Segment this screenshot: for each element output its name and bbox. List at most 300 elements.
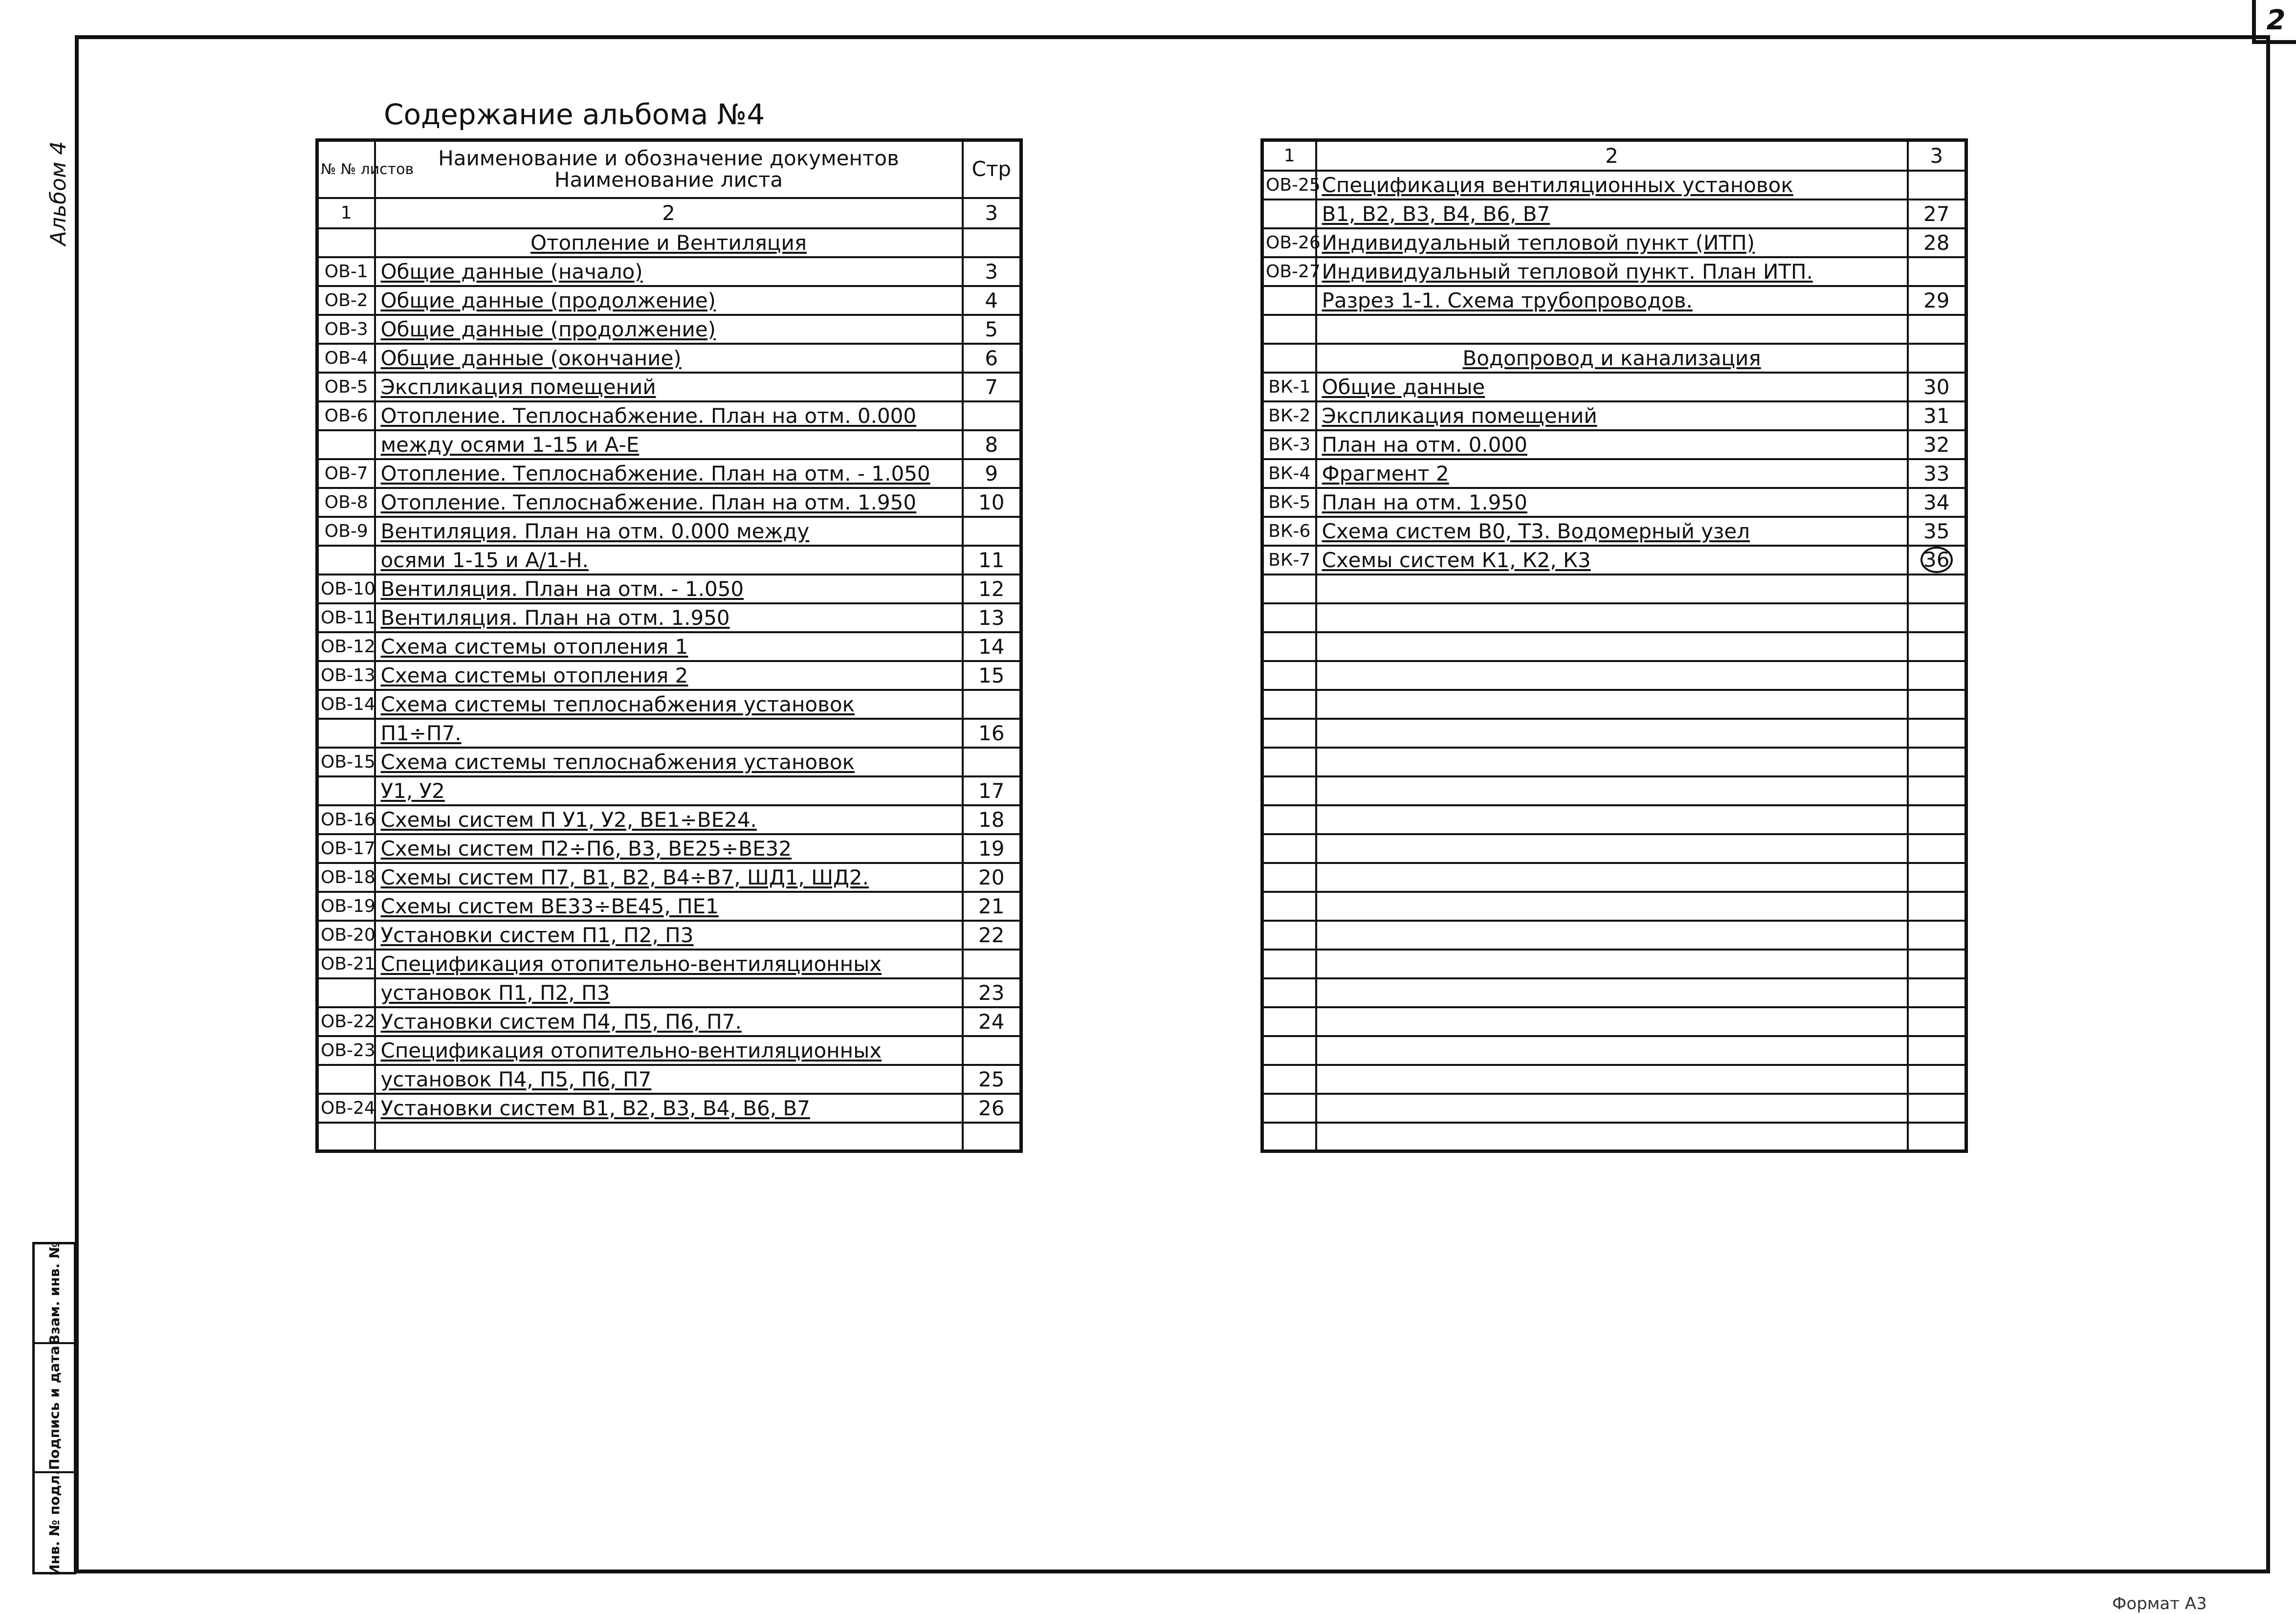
sheet-code: ОВ-7 bbox=[317, 459, 375, 488]
page-number: 19 bbox=[963, 834, 1021, 863]
section-title bbox=[375, 228, 963, 257]
sheet-name bbox=[1316, 950, 1908, 978]
page-number bbox=[1908, 978, 1966, 1007]
sheet-name bbox=[375, 776, 963, 805]
page-number: 24 bbox=[963, 1007, 1021, 1036]
sheet-code bbox=[1262, 315, 1316, 344]
table-row bbox=[1262, 1123, 1966, 1151]
page-number bbox=[1908, 690, 1966, 719]
sheet-name bbox=[375, 344, 963, 373]
sheet-code bbox=[317, 1065, 375, 1094]
page-number bbox=[963, 748, 1021, 776]
side-stamp bbox=[32, 1242, 76, 1574]
sheet-code: ОВ-1 bbox=[317, 257, 375, 286]
sheet-name bbox=[375, 719, 963, 748]
table-row bbox=[1262, 430, 1966, 459]
table-row bbox=[1262, 373, 1966, 401]
page-number bbox=[1908, 1065, 1966, 1094]
table-row bbox=[1262, 401, 1966, 430]
table-row bbox=[317, 373, 1021, 401]
sheet-code bbox=[317, 546, 375, 575]
sheet-code: ВК-1 bbox=[1262, 373, 1316, 401]
sheet-code: ВК-4 bbox=[1262, 459, 1316, 488]
sheet-name-text: осями 1-15 и А/1-Н. bbox=[380, 548, 589, 572]
sheet-name bbox=[375, 546, 963, 575]
page-number: 31 bbox=[1908, 401, 1966, 430]
table-row bbox=[317, 517, 1021, 546]
sheet-code: ВК-5 bbox=[1262, 488, 1316, 517]
sheet-name bbox=[1316, 1007, 1908, 1036]
sheet-code bbox=[1262, 950, 1316, 978]
table-row bbox=[317, 892, 1021, 921]
sheet-code bbox=[317, 228, 375, 257]
page-number: 5 bbox=[963, 315, 1021, 344]
table-row bbox=[1262, 921, 1966, 950]
table-row bbox=[317, 1094, 1021, 1123]
sheet-code: ОВ-18 bbox=[317, 863, 375, 892]
sheet-code bbox=[1262, 834, 1316, 863]
table-row bbox=[317, 546, 1021, 575]
sheet-name bbox=[375, 517, 963, 546]
sheet-code bbox=[1262, 978, 1316, 1007]
page-number bbox=[963, 228, 1021, 257]
page-number: 32 bbox=[1908, 430, 1966, 459]
table-row bbox=[317, 603, 1021, 632]
table-row bbox=[317, 459, 1021, 488]
section-heading-row bbox=[317, 228, 1021, 257]
page-number: 11 bbox=[963, 546, 1021, 575]
sheet-code bbox=[1262, 344, 1316, 373]
table-row bbox=[317, 834, 1021, 863]
page-number bbox=[1908, 805, 1966, 834]
sheet-code bbox=[1262, 661, 1316, 690]
sheet-name bbox=[1316, 257, 1908, 286]
sheet-code: ОВ-3 bbox=[317, 315, 375, 344]
page-number: 21 bbox=[963, 892, 1021, 921]
page-number: 20 bbox=[963, 863, 1021, 892]
page-number bbox=[1908, 921, 1966, 950]
sheet-name-text: Индивидуальный тепловой пункт. План ИТП. bbox=[1322, 259, 1813, 284]
table-row bbox=[1262, 805, 1966, 834]
sheet-name bbox=[1316, 373, 1908, 401]
table-row bbox=[317, 575, 1021, 603]
page-number bbox=[1908, 257, 1966, 286]
sheet-name bbox=[375, 373, 963, 401]
table-row bbox=[1262, 459, 1966, 488]
table-row bbox=[1262, 546, 1966, 575]
page-number: 3 bbox=[963, 257, 1021, 286]
sheet-name bbox=[375, 950, 963, 978]
sheet-name-text: Вентиляция. План на отм. 0.000 между bbox=[380, 519, 810, 543]
sheet-code: ОВ-13 bbox=[317, 661, 375, 690]
page-number: 22 bbox=[963, 921, 1021, 950]
sheet-name bbox=[1316, 546, 1908, 575]
sheet-name bbox=[1316, 315, 1908, 344]
sheet-name bbox=[1316, 430, 1908, 459]
sheet-name bbox=[1316, 632, 1908, 661]
page-number: 17 bbox=[963, 776, 1021, 805]
sheet-code bbox=[1262, 805, 1316, 834]
header-document-name bbox=[375, 140, 963, 198]
page-number bbox=[963, 401, 1021, 430]
table-row bbox=[1262, 863, 1966, 892]
table-row bbox=[1262, 978, 1966, 1007]
table-row bbox=[317, 286, 1021, 315]
table-row bbox=[317, 632, 1021, 661]
page-number bbox=[1908, 950, 1966, 978]
sheet-code bbox=[1262, 632, 1316, 661]
sheet-code bbox=[1262, 575, 1316, 603]
page-number: 25 bbox=[963, 1065, 1021, 1094]
sheet-name bbox=[375, 488, 963, 517]
sheet-name bbox=[1316, 776, 1908, 805]
sheet-name bbox=[1316, 690, 1908, 719]
sheet-name bbox=[1316, 401, 1908, 430]
sheet-name-text: Разрез 1-1. Схема трубопроводов. bbox=[1322, 288, 1693, 312]
sheet-code: ОВ-2 bbox=[317, 286, 375, 315]
table-row bbox=[317, 344, 1021, 373]
sheet-name-text: Общие данные (продолжение) bbox=[380, 317, 716, 341]
page-number: 4 bbox=[963, 286, 1021, 315]
column-numbering-row bbox=[317, 198, 1021, 228]
page-number: 15 bbox=[963, 661, 1021, 690]
sheet-name-text: Спецификация отопительно-вентиляционных bbox=[380, 1038, 882, 1062]
sheet-code bbox=[1262, 1036, 1316, 1065]
table-row bbox=[317, 401, 1021, 430]
page-number: 27 bbox=[1908, 199, 1966, 228]
sheet-code: ОВ-19 bbox=[317, 892, 375, 921]
table-row bbox=[317, 719, 1021, 748]
side-album-label-text: Альбом 4 bbox=[46, 141, 71, 245]
sheet-name bbox=[1316, 1094, 1908, 1123]
section-heading-row bbox=[1262, 344, 1966, 373]
page-number bbox=[1908, 1123, 1966, 1151]
sheet-name bbox=[375, 1094, 963, 1123]
sheet-code: ОВ-11 bbox=[317, 603, 375, 632]
table-row bbox=[317, 978, 1021, 1007]
sheet-code bbox=[1262, 286, 1316, 315]
table-row bbox=[1262, 1065, 1966, 1094]
sheet-name bbox=[375, 401, 963, 430]
table-row bbox=[317, 950, 1021, 978]
table-row bbox=[1262, 517, 1966, 546]
table-row bbox=[317, 805, 1021, 834]
page-number: 23 bbox=[963, 978, 1021, 1007]
sheet-code: ОВ-27 bbox=[1262, 257, 1316, 286]
table-row bbox=[317, 430, 1021, 459]
stamp-cell-inventory bbox=[35, 1469, 74, 1576]
page-number bbox=[1908, 546, 1966, 575]
sheet-name-text: Схема системы отопления 1 bbox=[380, 634, 688, 659]
sheet-name-text: Схема системы отопления 2 bbox=[380, 663, 688, 687]
sheet-code bbox=[317, 430, 375, 459]
sheet-name-text: Вентиляция. План на отм. - 1.050 bbox=[380, 576, 744, 601]
page-number bbox=[1908, 1036, 1966, 1065]
table-row bbox=[317, 921, 1021, 950]
sheet-name-text: Схемы систем П У1, У2, ВЕ1÷ВЕ24. bbox=[380, 807, 757, 832]
sheet-name-text: Установки систем П4, П5, П6, П7. bbox=[380, 1009, 742, 1034]
sheet-name-text: установок П4, П5, П6, П7 bbox=[380, 1067, 652, 1091]
table-row bbox=[1262, 748, 1966, 776]
header-page: Стр bbox=[963, 140, 1021, 198]
page-number: 28 bbox=[1908, 228, 1966, 257]
table-row bbox=[317, 1007, 1021, 1036]
sheet-name bbox=[375, 1036, 963, 1065]
table-row bbox=[1262, 257, 1966, 286]
table-row bbox=[1262, 719, 1966, 748]
sheet-code bbox=[1262, 1007, 1316, 1036]
page-number bbox=[963, 950, 1021, 978]
page-number bbox=[963, 517, 1021, 546]
table-row bbox=[1262, 776, 1966, 805]
sheet-name bbox=[375, 863, 963, 892]
page-number: 34 bbox=[1908, 488, 1966, 517]
sheet-name bbox=[1316, 517, 1908, 546]
table-row bbox=[1262, 1036, 1966, 1065]
sheet-code: ОВ-8 bbox=[317, 488, 375, 517]
sheet-code bbox=[1262, 748, 1316, 776]
table-row bbox=[1262, 690, 1966, 719]
page-number: 14 bbox=[963, 632, 1021, 661]
sheet-name-text: Отопление. Теплоснабжение. План на отм. - 1.050 bbox=[380, 461, 930, 486]
sheet-code: ОВ-22 bbox=[317, 1007, 375, 1036]
sheet-name bbox=[1316, 1036, 1908, 1065]
table-row bbox=[1262, 1094, 1966, 1123]
circled-page-number: 36 bbox=[1921, 547, 1953, 573]
sheet-code: ВК-6 bbox=[1262, 517, 1316, 546]
table-row bbox=[1262, 315, 1966, 344]
stamp-cell-signature bbox=[35, 1344, 74, 1473]
sheet-name-text: Схемы систем К1, К2, К3 bbox=[1322, 548, 1591, 572]
sheet-name bbox=[375, 603, 963, 632]
section-title bbox=[1316, 344, 1908, 373]
sheet-name bbox=[1316, 286, 1908, 315]
sheet-code: ОВ-4 bbox=[317, 344, 375, 373]
sheet-name bbox=[375, 575, 963, 603]
table-row bbox=[317, 1036, 1021, 1065]
sheet-name bbox=[375, 459, 963, 488]
table-row bbox=[317, 488, 1021, 517]
sheet-name bbox=[1316, 1123, 1908, 1151]
table-row bbox=[317, 1123, 1021, 1151]
header-document-name-line1: Наименование и обозначение документов bbox=[438, 146, 899, 171]
sheet-name bbox=[375, 748, 963, 776]
sheet-code bbox=[1262, 199, 1316, 228]
sheet-name bbox=[375, 690, 963, 719]
sheet-name bbox=[375, 1007, 963, 1036]
sheet-name-text: Спецификация отопительно-вентиляционных bbox=[380, 951, 882, 976]
sheet-name bbox=[375, 430, 963, 459]
page-number: 10 bbox=[963, 488, 1021, 517]
table-row bbox=[1262, 228, 1966, 257]
sheet-name-text: Отопление и Вентиляция bbox=[530, 230, 807, 255]
table-row bbox=[317, 776, 1021, 805]
stamp-cell-replacement bbox=[35, 1241, 74, 1345]
page-number: 30 bbox=[1908, 373, 1966, 401]
contents-table-left bbox=[315, 138, 1023, 1153]
table-row bbox=[1262, 575, 1966, 603]
page-number bbox=[1908, 575, 1966, 603]
sheet-name-text: Общие данные (продолжение) bbox=[380, 288, 716, 312]
sheet-code: ОВ-26 bbox=[1262, 228, 1316, 257]
sheet-name bbox=[1316, 459, 1908, 488]
sheet-name-text: Общие данные bbox=[1322, 375, 1485, 399]
sheet-name bbox=[1316, 661, 1908, 690]
page-number: 9 bbox=[963, 459, 1021, 488]
sheet-name bbox=[1316, 228, 1908, 257]
page-number bbox=[1908, 834, 1966, 863]
page-number bbox=[1908, 776, 1966, 805]
sheet-name bbox=[375, 632, 963, 661]
sheet-code: ОВ-6 bbox=[317, 401, 375, 430]
sheet-code bbox=[1262, 1094, 1316, 1123]
page-number bbox=[1908, 1094, 1966, 1123]
sheet-name bbox=[375, 892, 963, 921]
sheet-code: ОВ-9 bbox=[317, 517, 375, 546]
sheet-code: ВК-3 bbox=[1262, 430, 1316, 459]
sheet-code: ОВ-25 bbox=[1262, 171, 1316, 199]
sheet-name bbox=[375, 315, 963, 344]
page-number: 26 bbox=[963, 1094, 1021, 1123]
stamp-cell-signature-text: Подпись и дата bbox=[46, 1345, 63, 1470]
sheet-code bbox=[317, 1123, 375, 1151]
album-title: Содержание альбома №4 bbox=[384, 98, 765, 131]
column-number-3: 3 bbox=[1908, 140, 1966, 171]
sheet-code bbox=[1262, 1065, 1316, 1094]
sheet-name bbox=[1316, 171, 1908, 199]
page-number: 35 bbox=[1908, 517, 1966, 546]
sheet-code: ОВ-12 bbox=[317, 632, 375, 661]
sheet-name bbox=[1316, 719, 1908, 748]
sheet-name-text: Схема систем В0, Т3. Водомерный узел bbox=[1322, 519, 1750, 543]
page-number: 29 bbox=[1908, 286, 1966, 315]
sheet-name bbox=[1316, 834, 1908, 863]
table-row bbox=[1262, 199, 1966, 228]
sheet-code: ОВ-20 bbox=[317, 921, 375, 950]
table-row bbox=[1262, 632, 1966, 661]
page-number bbox=[1908, 719, 1966, 748]
page-number: 18 bbox=[963, 805, 1021, 834]
sheet-name bbox=[375, 1123, 963, 1151]
sheet-code bbox=[317, 978, 375, 1007]
sheet-name bbox=[1316, 892, 1908, 921]
sheet-name-text: Установки систем В1, В2, В3, В4, В6, В7 bbox=[380, 1096, 810, 1120]
sheet-name-text: Схемы систем ВЕ33÷ВЕ45, ПЕ1 bbox=[380, 894, 719, 918]
table-row bbox=[1262, 950, 1966, 978]
sheet-name-text: между осями 1-15 и А-Е bbox=[380, 432, 640, 457]
sheet-name bbox=[1316, 805, 1908, 834]
column-number-1: 1 bbox=[317, 198, 375, 228]
sheet-name bbox=[375, 286, 963, 315]
table-row bbox=[317, 748, 1021, 776]
sheet-code: ОВ-16 bbox=[317, 805, 375, 834]
header-sheet-numbers: № № листов bbox=[317, 140, 375, 198]
sheet-code bbox=[1262, 719, 1316, 748]
sheet-code bbox=[317, 719, 375, 748]
sheet-number: 2 bbox=[2252, 0, 2296, 44]
stamp-cell-replacement-text: Взам. инв. № bbox=[46, 1241, 63, 1345]
page-number: 12 bbox=[963, 575, 1021, 603]
page-number: 13 bbox=[963, 603, 1021, 632]
stamp-cell-inventory-text: Инв. № подл. bbox=[46, 1469, 63, 1576]
sheet-name bbox=[1316, 1065, 1908, 1094]
sheet-name bbox=[1316, 575, 1908, 603]
page-number bbox=[1908, 1007, 1966, 1036]
sheet-name-text: Экспликация помещений bbox=[1322, 403, 1597, 428]
table-row bbox=[1262, 603, 1966, 632]
page-number bbox=[963, 690, 1021, 719]
column-number-2: 2 bbox=[375, 198, 963, 228]
sheet-code bbox=[1262, 1123, 1316, 1151]
page-number: 8 bbox=[963, 430, 1021, 459]
table-row bbox=[1262, 488, 1966, 517]
sheet-name-text: Общие данные (начало) bbox=[380, 259, 643, 284]
table-row bbox=[1262, 1007, 1966, 1036]
sheet-name-text: Индивидуальный тепловой пункт (ИТП) bbox=[1322, 230, 1755, 255]
page-number bbox=[963, 1036, 1021, 1065]
sheet-name bbox=[375, 921, 963, 950]
sheet-name-text: установок П1, П2, П3 bbox=[380, 980, 610, 1005]
sheet-name bbox=[375, 1065, 963, 1094]
sheet-name-text: План на отм. 0.000 bbox=[1322, 432, 1527, 457]
page-number bbox=[1908, 892, 1966, 921]
column-number-1: 1 bbox=[1262, 140, 1316, 171]
sheet-name-text: План на отм. 1.950 bbox=[1322, 490, 1527, 514]
sheet-code bbox=[1262, 863, 1316, 892]
table-row bbox=[1262, 286, 1966, 315]
sheet-code: ОВ-17 bbox=[317, 834, 375, 863]
sheet-code: ОВ-10 bbox=[317, 575, 375, 603]
table-row bbox=[317, 661, 1021, 690]
column-number-2: 2 bbox=[1316, 140, 1908, 171]
table-row bbox=[1262, 661, 1966, 690]
sheet-code: ОВ-24 bbox=[317, 1094, 375, 1123]
sheet-name bbox=[375, 805, 963, 834]
sheet-name-text: Схемы систем П2÷П6, В3, ВЕ25÷ВЕ32 bbox=[380, 836, 792, 861]
sheet-code bbox=[1262, 603, 1316, 632]
table-row bbox=[1262, 171, 1966, 199]
sheet-name bbox=[1316, 199, 1908, 228]
sheet-name-text: Схема системы теплоснабжения установок bbox=[380, 750, 855, 774]
sheet-code: ВК-7 bbox=[1262, 546, 1316, 575]
page-number: 33 bbox=[1908, 459, 1966, 488]
sheet-name-text: П1÷П7. bbox=[380, 721, 462, 745]
page-number bbox=[1908, 344, 1966, 373]
table-row bbox=[317, 690, 1021, 719]
sheet-name-text: Фрагмент 2 bbox=[1322, 461, 1449, 486]
sheet-code: ОВ-21 bbox=[317, 950, 375, 978]
column-numbering-row bbox=[1262, 140, 1966, 171]
sheet-name bbox=[375, 978, 963, 1007]
sheet-name-text: В1, В2, В3, В4, В6, В7 bbox=[1322, 201, 1550, 226]
sheet-format: Формат А3 bbox=[2112, 1594, 2207, 1614]
sheet-name-text: Спецификация вентиляционных установок bbox=[1322, 173, 1793, 197]
page-number: 16 bbox=[963, 719, 1021, 748]
sheet-code bbox=[1262, 776, 1316, 805]
sheet-code: ОВ-5 bbox=[317, 373, 375, 401]
contents-table-right bbox=[1260, 138, 1968, 1153]
page-number bbox=[1908, 661, 1966, 690]
sheet-name-text: Установки систем П1, П2, П3 bbox=[380, 923, 694, 947]
sheet-name-text: Схемы систем П7, В1, В2, В4÷В7, ШД1, ШД2. bbox=[380, 865, 869, 889]
sheet-code: ОВ-23 bbox=[317, 1036, 375, 1065]
sheet-code: ВК-2 bbox=[1262, 401, 1316, 430]
sheet-name bbox=[1316, 603, 1908, 632]
page-number bbox=[963, 1123, 1021, 1151]
page-number bbox=[1908, 748, 1966, 776]
sheet-code bbox=[317, 776, 375, 805]
table-row bbox=[317, 1065, 1021, 1094]
